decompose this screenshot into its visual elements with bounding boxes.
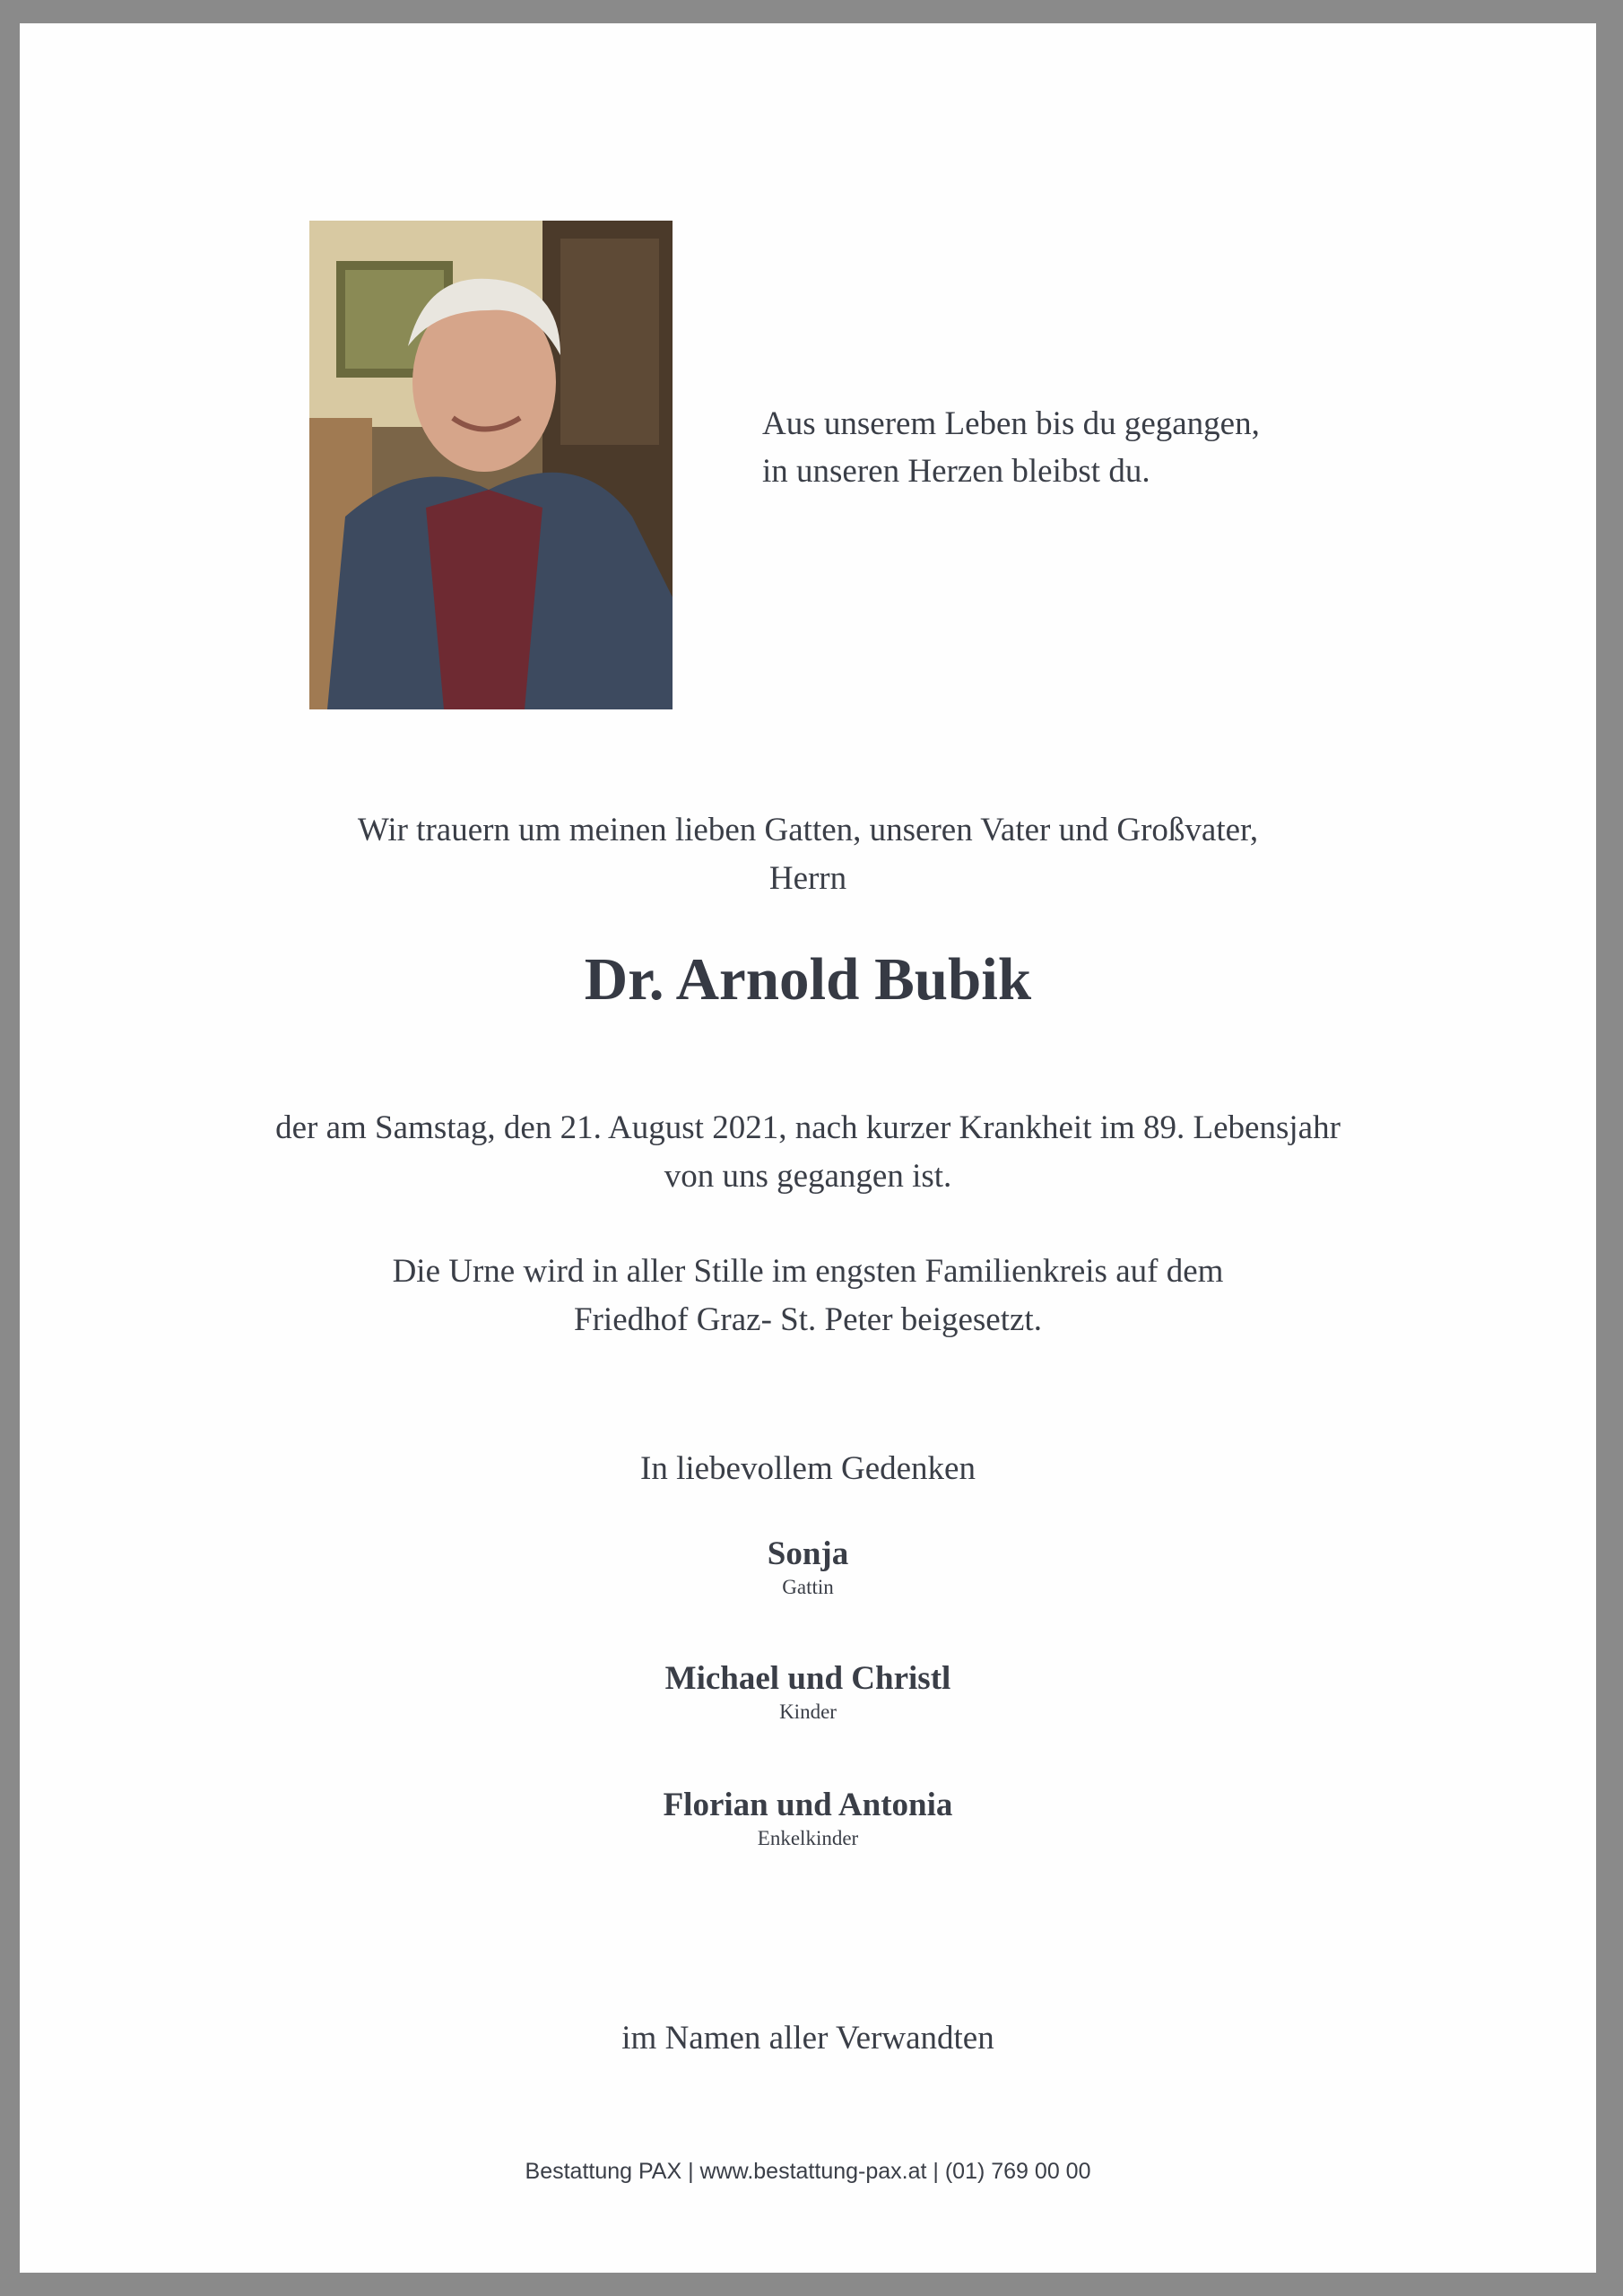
portrait-photo [309, 221, 673, 709]
passing-line: von uns gegangen ist. [664, 1158, 952, 1195]
remembrance-text: In liebevollem Gedenken [640, 1450, 976, 1487]
mourner-name: Sonja [767, 1535, 849, 1572]
intro-line: Herrn [768, 860, 847, 897]
poem-line: Aus unserem Leben bis du gegangen, [762, 405, 1260, 442]
mourner-name: Michael und Christl [664, 1660, 951, 1697]
mourner-entry [20, 1534, 1596, 1600]
intro-line: Wir trauern um meinen lieben Gatten, unseren Vater und Großvater, [357, 812, 1259, 848]
portrait-photo-image [309, 221, 673, 709]
burial-line: Friedhof Graz- St. Peter beigesetzt. [574, 1301, 1042, 1338]
mourner-name: Florian und Antonia [663, 1787, 953, 1823]
poem-verse [762, 400, 1260, 495]
mourner-entry [20, 1658, 1596, 1725]
obituary-page [20, 23, 1596, 2273]
closing-text: im Namen aller Verwandten [621, 2020, 994, 2057]
passing-line: der am Samstag, den 21. August 2021, nach kurzer Krankheit im 89. Lebensjahr [275, 1109, 1341, 1146]
mourner-role: Enkelkinder [757, 1827, 859, 1849]
mourner-role: Gattin [782, 1576, 834, 1598]
mourner-role: Kinder [779, 1700, 837, 1723]
burial-line: Die Urne wird in aller Stille im engsten Familienkreis auf dem [392, 1253, 1224, 1290]
burial-text [20, 1248, 1596, 1344]
intro-text [20, 806, 1596, 903]
deceased-name: Dr. Arnold Bubik [584, 946, 1032, 1013]
passing-text [20, 1104, 1596, 1201]
funeral-home-footer: Bestattung PAX | www.bestattung-pax.at | (01) 769 00 00 [525, 2159, 1091, 2184]
mourner-entry [20, 1785, 1596, 1851]
poem-line: in unseren Herzen bleibst du. [762, 453, 1150, 490]
